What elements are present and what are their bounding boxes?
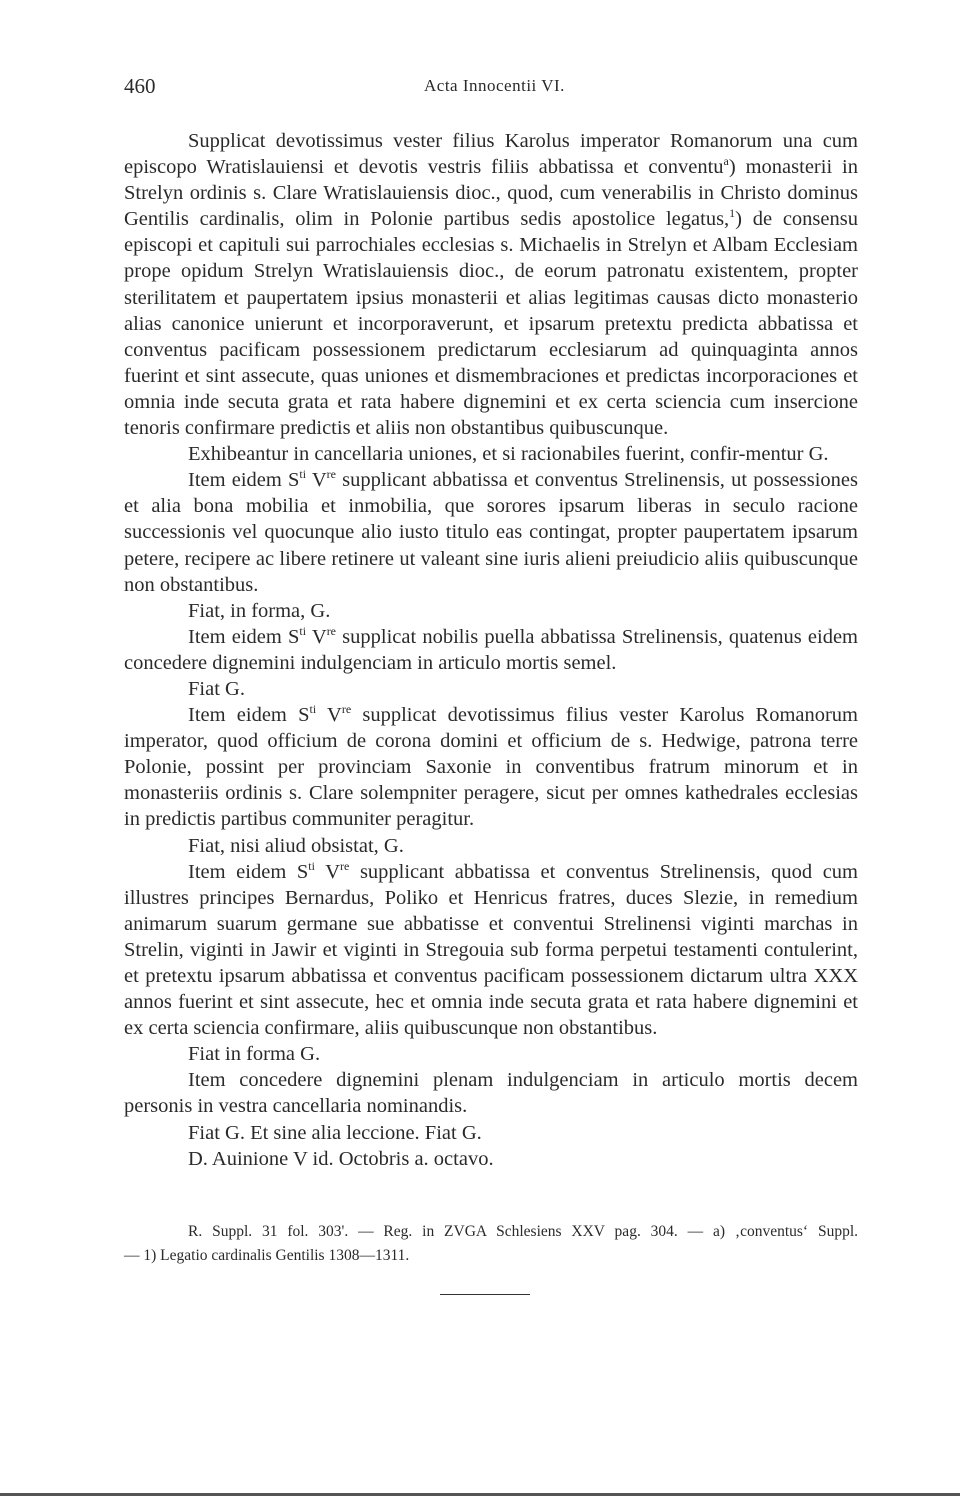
- paragraph-response-5: Fiat in forma G.: [188, 1043, 321, 1066]
- footnote-ref-a: a: [723, 154, 729, 169]
- paragraph-response-6: Fiat G. Et sine alia leccione. Fiat G.: [188, 1121, 482, 1144]
- footnote-ref-1: 1: [729, 206, 736, 221]
- paragraph-dating: D. Auinione V id. Octobris a. octavo.: [188, 1147, 494, 1170]
- page-number: 460: [124, 74, 156, 98]
- paragraph-response-1: Exhibeantur in cancellaria uniones, et si racionabiles fuerint, confir-mentur G.: [188, 443, 829, 466]
- body-text: [124, 128, 858, 1172]
- page-header: [124, 74, 858, 102]
- paragraph-response-4: Fiat, nisi aliud obsistat, G.: [188, 834, 404, 857]
- paragraph-supplication-5: Item eidem $S^{ti}$ Vre supplicant abbatissa et conventus Strelinensis, quod cum illustres principes Bernardus, Poliko et Henricus fratres, duces Slezie, in remedium animarum suarum germane sue abbatisse et conventui Strelinensi viginti marchas in Strelin, viginti in Jawir et viginti in Stregouia sub forma perpetui testamenti contulerint, et pretextu ipsarum abbatissa et conventus pacificam possessionem dictarum ultra XXX annos fuerint et sint assecute, hec et omnia inde secuta grata et rata habere dignemini et ex certa sciencia confirmare, aliis quibuscunque non obstantibus.: [124, 858, 858, 1040]
- footnote-source-line: R. Suppl. 31 fol. 303'. — Reg. in ZVGA Schlesiens XXV pag. 304. — a) ‚conventus‘ Suppl.: [188, 1223, 858, 1240]
- paragraph-supplication-4: Item eidem $S^{ti}$ Vre supplicat devotissimus filius vester Karolus Romanorum imperator, quod officium de corona domini et officium de s. Hedwige, patrona terre Polonie, possint per provinciam Saxonie in conventibus fratrum minorum et in monasteriis ordinis s. Clare solempniter peragere, sicut per omnes kathedrales ecclesias in predictis partibus communiter peragitur.: [124, 702, 859, 831]
- running-title: Acta Innocentii VI.: [424, 76, 565, 95]
- paragraph-response-3: Fiat G.: [188, 677, 245, 700]
- paragraph-supplication-3: Item eidem $S^{ti}$ Vre supplicat nobilis puella abbatissa Strelinensis, quatenus eidem concedere dignemini indulgenciam in articulo mortis semel.: [124, 623, 859, 674]
- paragraph-supplication-6: Item concedere dignemini plenam indulgenciam in articulo mortis decem personis in vestra cancellaria nominandis.: [124, 1069, 858, 1118]
- paragraph-supplication-1: Supplicat devotissimus vester filius Karolus imperator Romanorum una cum episcopo Wratislauiensi et devotis vestris filiis abbatissa et conventu$^a$) monasterii in Strelyn ordinis s. Clare Wratislauiensis dioc., quod, cum venerabilis in Christo dominus Gentilis cardinalis, olim in Polonie partibus sedis apostolice legatus,$^1$) de consensu episcopi et capituli sui parrochiales ecclesias s. Michaelis in Strelyn et Albam Ecclesiam prope opidum Strelyn Wratislauiensis dioc., de eorum patronatu existentem, propter sterilitatem et paupertatem ipsius monasterii et alias legitimas causas dicto monasterio alias canonice unierunt et incorporaverunt, et ipsarum pretextu predicta abbatissa et conventus pacificam possessionem predictarum ecclesiarum ad quinquaginta annos fuerint et sint assecute, quas uniones et dismembraciones et predictas incorporaciones et omnia inde secuta grata et rata habere dignemini et ex certa sciencia cum insercione tenoris confirmare predictis et aliis non obstantibus quibuscunque.: [124, 130, 858, 440]
- section-end-rule: [440, 1294, 530, 1295]
- paragraph-response-2: Fiat, in forma, G.: [188, 599, 331, 622]
- footnote-line-1: — 1) Legatio cardinalis Gentilis 1308—1311.: [124, 1247, 410, 1264]
- paragraph-supplication-2: Item eidem $S^{ti}$ Vre supplicant abbatissa et conventus Strelinensis, ut possessiones et alia bona mobilia et inmobilia, que sorores ipsarum liberas in seculo racione successionis vel quocunque alio iusto titulo eas contingat, propter paupertatem ipsarum petere, recipere ac libere retinere ut valeant sine iuris alieni preiudicio aliis quibuscunque non obstantibus.: [124, 467, 858, 596]
- footnotes: [124, 1220, 858, 1268]
